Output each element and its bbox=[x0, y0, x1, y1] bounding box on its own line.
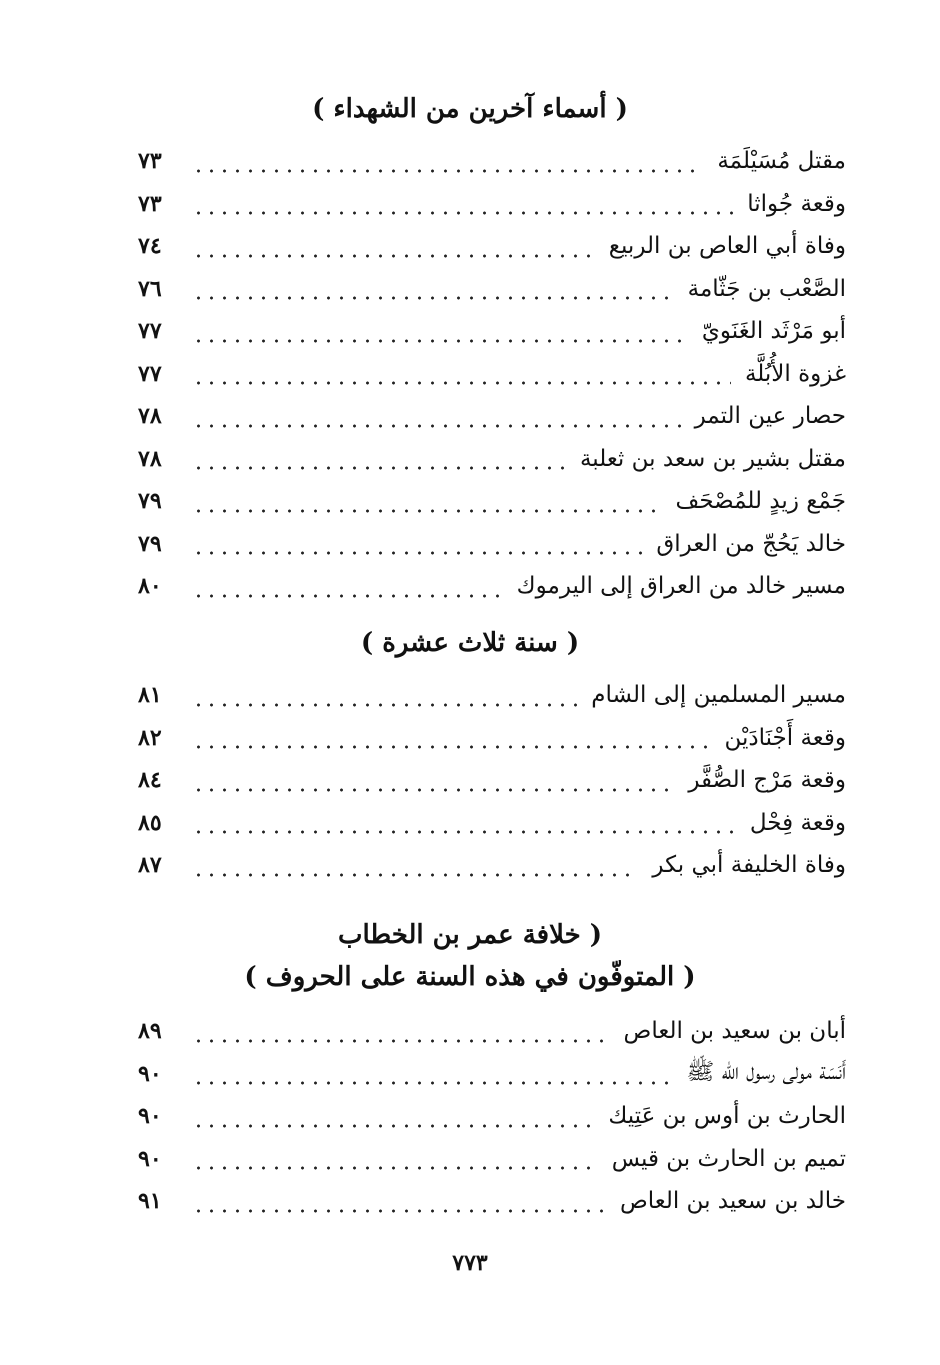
toc-entry bbox=[138, 565, 846, 608]
dot-leader bbox=[192, 872, 638, 878]
toc-entry bbox=[138, 183, 846, 226]
entry-page-number: ٧٨ bbox=[138, 445, 162, 472]
entry-title: خالد يَحُجّ من العراق bbox=[656, 530, 846, 557]
dot-leader bbox=[192, 508, 662, 514]
entry-title: خالد بن سعيد بن العاص bbox=[619, 1188, 846, 1215]
entry-title: الحارث بن أوس بن عَتِيك bbox=[608, 1103, 846, 1130]
entry-title: مقتل بشير بن سعد بن ثعلبة bbox=[579, 445, 846, 472]
toc-entry bbox=[138, 523, 846, 566]
dot-leader bbox=[192, 1038, 610, 1044]
entry-page-number: ٨١ bbox=[138, 682, 162, 709]
toc-entry bbox=[138, 438, 846, 481]
toc-entry bbox=[138, 717, 846, 760]
section-heading-umar-caliphate: ( خلافة عمر بن الخطاب bbox=[337, 920, 603, 950]
entry-page-number: ٨٠ bbox=[138, 573, 162, 600]
entry-page-number: ٧٩ bbox=[138, 530, 162, 557]
entry-page-number: ٨٤ bbox=[138, 767, 162, 794]
toc-entry bbox=[138, 802, 846, 845]
dot-leader bbox=[192, 1123, 594, 1129]
dot-leader bbox=[192, 829, 736, 835]
entry-title: حصار عين التمر bbox=[694, 403, 846, 430]
dot-leader bbox=[192, 210, 733, 216]
entry-title: غزوة الأُبُلَّة bbox=[744, 360, 846, 387]
toc-list-deceased bbox=[138, 1010, 846, 1223]
section-subheading-deceased: ( المتوفّون في هذه السنة على الحروف ) bbox=[244, 962, 696, 992]
toc-entry bbox=[138, 1180, 846, 1223]
entry-title: وقعة فِحْل bbox=[749, 809, 846, 836]
dot-leader bbox=[192, 787, 674, 793]
toc-entry bbox=[138, 225, 846, 268]
entry-title: وفاة أبي العاص بن الربيع bbox=[608, 233, 846, 260]
entry-title: أبو مَرْثَد الغَنَويّ bbox=[701, 318, 846, 345]
entry-title: مقتل مُسَيْلَمَة bbox=[717, 148, 846, 175]
toc-list-year-13 bbox=[138, 674, 846, 887]
section-heading-martyrs: ( أسماء آخرين من الشهداء ) bbox=[312, 94, 628, 124]
toc-entry bbox=[138, 480, 846, 523]
section-heading-year-13: ( سنة ثلاث عشرة ) bbox=[360, 628, 580, 658]
dot-leader bbox=[192, 465, 566, 471]
dot-leader bbox=[192, 550, 642, 556]
dot-leader bbox=[192, 593, 503, 599]
dot-leader bbox=[192, 702, 577, 708]
entry-page-number: ٧٩ bbox=[138, 488, 162, 515]
toc-entry bbox=[138, 1138, 846, 1181]
dot-leader bbox=[192, 380, 731, 386]
dot-leader bbox=[192, 295, 674, 301]
dot-leader bbox=[192, 423, 681, 429]
toc-entry bbox=[138, 759, 846, 802]
toc-entry bbox=[138, 844, 846, 887]
toc-entry bbox=[138, 268, 846, 311]
entry-title: وقعة مَرْج الصُّفَّر bbox=[688, 767, 846, 794]
entry-page-number: ٩٠ bbox=[138, 1103, 162, 1130]
entry-title: أَنَسَة مولى رسول الله ﷺ bbox=[686, 1058, 846, 1085]
toc-entry bbox=[138, 1053, 846, 1096]
entry-title: وقعة أَجْنَادَيْن bbox=[724, 724, 846, 751]
dot-leader bbox=[192, 1080, 673, 1086]
entry-page-number: ٧٧ bbox=[138, 318, 162, 345]
entry-page-number: ٨٩ bbox=[138, 1018, 162, 1045]
entry-page-number: ٨٢ bbox=[138, 724, 162, 751]
entry-page-number: ٨٥ bbox=[138, 809, 162, 836]
entry-page-number: ٧٦ bbox=[138, 275, 162, 302]
page-number: ٧٧٣ bbox=[452, 1250, 488, 1276]
entry-page-number: ٩٠ bbox=[138, 1060, 162, 1087]
toc-list-martyrs bbox=[138, 140, 846, 608]
entry-title: تميم بن الحارث بن قيس bbox=[611, 1145, 846, 1172]
toc-entry bbox=[138, 140, 846, 183]
toc-entry bbox=[138, 395, 846, 438]
dot-leader bbox=[192, 253, 595, 259]
dot-leader bbox=[192, 1208, 606, 1214]
dot-leader bbox=[192, 1165, 598, 1171]
dot-leader bbox=[192, 168, 703, 174]
dot-leader bbox=[192, 338, 688, 344]
entry-page-number: ٧٤ bbox=[138, 233, 162, 260]
entry-title: أبان بن سعيد بن العاص bbox=[623, 1018, 846, 1045]
entry-page-number: ٧٨ bbox=[138, 403, 162, 430]
entry-page-number: ٨٧ bbox=[138, 852, 162, 879]
toc-entry bbox=[138, 1010, 846, 1053]
entry-page-number: ٩٠ bbox=[138, 1145, 162, 1172]
entry-page-number: ٧٣ bbox=[138, 190, 162, 217]
entry-title: جَمْع زيدٍ للمُصْحَف bbox=[675, 488, 846, 515]
entry-title: مسير خالد من العراق إلى اليرموك bbox=[516, 573, 846, 600]
dot-leader bbox=[192, 744, 710, 750]
entry-title: وقعة جُواثا bbox=[747, 190, 846, 217]
toc-entry bbox=[138, 674, 846, 717]
entry-page-number: ٧٧ bbox=[138, 360, 162, 387]
entry-title: مسير المسلمين إلى الشام bbox=[591, 682, 846, 709]
entry-page-number: ٧٣ bbox=[138, 148, 162, 175]
toc-entry bbox=[138, 310, 846, 353]
entry-title: وفاة الخليفة أبي بكر bbox=[652, 852, 846, 879]
entry-page-number: ٩١ bbox=[138, 1188, 162, 1215]
toc-entry bbox=[138, 1095, 846, 1138]
toc-entry bbox=[138, 353, 846, 396]
entry-title: الصَّعْب بن جَثّامة bbox=[687, 275, 846, 302]
